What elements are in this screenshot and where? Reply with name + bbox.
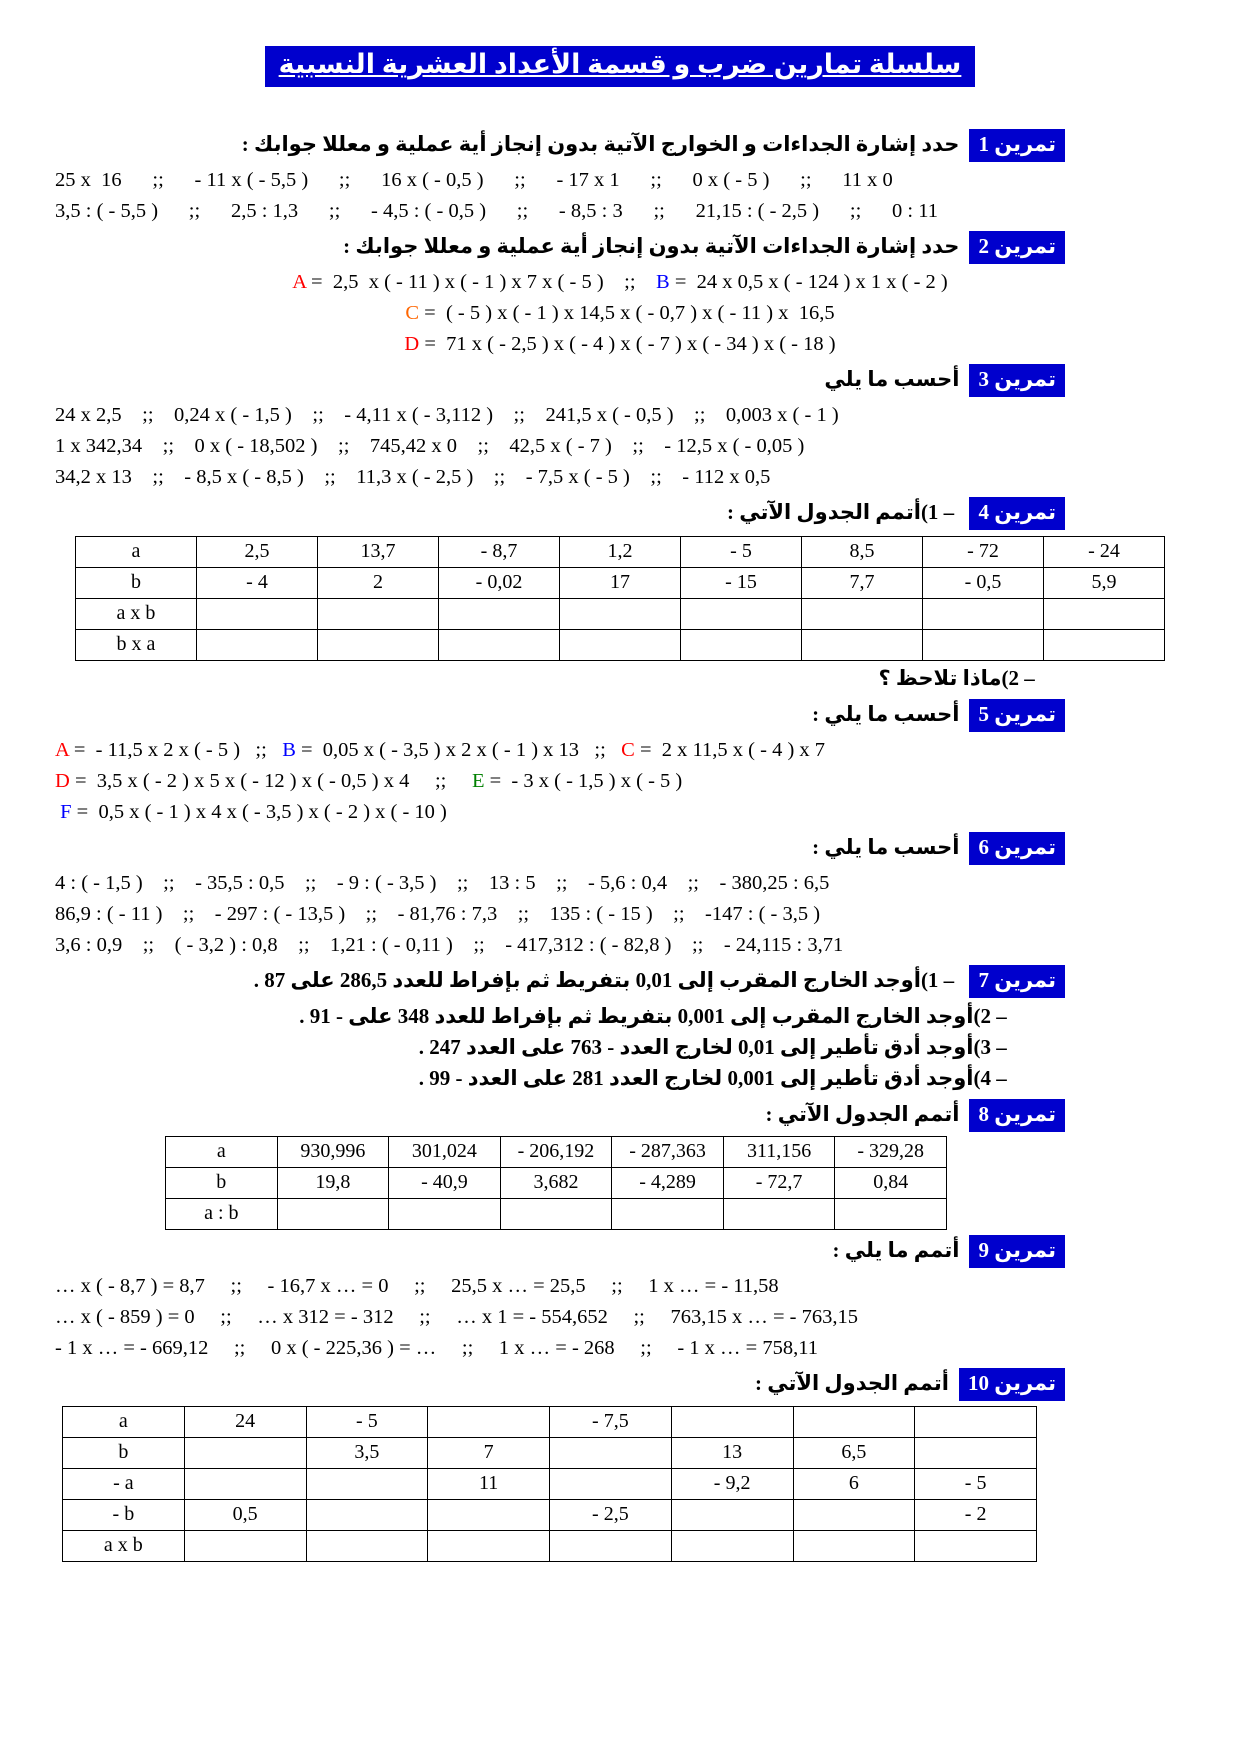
expression: = 3,5 x ( - 2 ) x 5 x ( - 12 ) x ( - 0,5 ) x 4 ;; [69, 769, 472, 792]
exercise-7-item-2 [0, 1001, 1240, 1032]
exercise-10-table [62, 1406, 1037, 1562]
value-cell [923, 598, 1044, 629]
exercise-5-label: تمرين 5 [969, 699, 1065, 732]
exercise-4-header [0, 497, 1240, 530]
row-header-cell: b [166, 1167, 278, 1198]
exercise-3-label: تمرين 3 [969, 364, 1065, 397]
value-cell: 0,84 [835, 1167, 947, 1198]
value-cell [197, 598, 318, 629]
table-row [76, 536, 1165, 567]
exercise-5-instruction: أحسب ما يلي : [812, 701, 960, 726]
value-cell: 311,156 [723, 1136, 835, 1167]
row-header-cell: - b [63, 1499, 185, 1530]
product-letter-B: B [282, 738, 296, 761]
item-number: (3 – [973, 1034, 1012, 1059]
exercise-7-item-1 [254, 968, 960, 992]
value-cell: 3,682 [500, 1167, 612, 1198]
exercise-3-line-2: 1 x 342,34 ;; 0 x ( - 18,502 ) ;; 745,42 x 0 ;; 42,5 x ( - 7 ) ;; - 12,5 x ( - 0,05 ) [55, 434, 805, 457]
value-cell [439, 598, 560, 629]
value-cell [915, 1406, 1037, 1437]
value-cell: - 7,5 [550, 1406, 672, 1437]
item-text: أوجد الخارج المقرب إلى 0,001 بتفريط ثم بإفراط للعدد 348 على - 91 . [299, 1003, 974, 1028]
exercise-1-instruction: حدد إشارة الجداءات و الخوارج الآتية بدون إنجاز أية عملية و معللا جوابك : [241, 131, 960, 156]
value-cell: - 40,9 [389, 1167, 501, 1198]
value-cell: - 5 [306, 1406, 428, 1437]
value-cell [500, 1198, 612, 1229]
item-number: (1 – [920, 967, 960, 992]
table-row [63, 1499, 1037, 1530]
exercise-6-line-3: 3,6 : 0,9 ;; ( - 3,2 ) : 0,8 ;; 1,21 : ( - 0,11 ) ;; - 417,312 : ( - 82,8 ) ;; - 24,115 : 3,71 [55, 933, 844, 956]
row-header-cell: a [63, 1406, 185, 1437]
exercise-3-header [0, 364, 1240, 397]
value-cell: 3,5 [306, 1437, 428, 1468]
value-cell: 7,7 [802, 567, 923, 598]
expression: = 71 x ( - 2,5 ) x ( - 4 ) x ( - 7 ) x ( - 34 ) x ( - 18 ) [419, 332, 836, 355]
table-row [166, 1136, 947, 1167]
value-cell [550, 1530, 672, 1561]
row-header-cell: a [76, 536, 197, 567]
value-cell [318, 629, 439, 660]
value-cell [277, 1198, 389, 1229]
value-cell [197, 629, 318, 660]
product-letter-D: D [404, 332, 420, 355]
exercise-5-header [0, 699, 1240, 732]
value-cell [681, 629, 802, 660]
expression: = 0,5 x ( - 1 ) x 4 x ( - 3,5 ) x ( - 2 ) x ( - 10 ) [71, 800, 447, 823]
value-cell [793, 1530, 915, 1561]
exercise-2-instruction: حدد إشارة الجداءات الآتية بدون إنجاز أية عملية و معللا جوابك : [343, 233, 960, 258]
row-header-cell: a : b [166, 1198, 278, 1229]
exercise-2-line-AB [0, 267, 1240, 297]
value-cell [439, 629, 560, 660]
exercise-2-line-D [0, 329, 1240, 359]
expression: = ( - 5 ) x ( - 1 ) x 14,5 x ( - 0,7 ) x ( - 11 ) x 16,5 [419, 301, 835, 324]
exercise-2-header [0, 231, 1240, 264]
exercise-10-header [0, 1368, 1240, 1401]
value-cell [306, 1530, 428, 1561]
expression: = 0,05 x ( - 3,5 ) x 2 x ( - 1 ) x 13 ;; [295, 738, 622, 761]
exercise-7-header [0, 965, 1240, 998]
value-cell: - 287,363 [612, 1136, 724, 1167]
product-letter-E: E [471, 769, 485, 792]
value-cell: 8,5 [802, 536, 923, 567]
exercise-6-line-2: 86,9 : ( - 11 ) ;; - 297 : ( - 13,5 ) ;; - 81,76 : 7,3 ;; 135 : ( - 15 ) ;; -147 : ( - 3,5 ) [55, 902, 821, 925]
exercise-5-line-1 [55, 735, 1210, 765]
exercise-5-line-2 [55, 766, 1210, 796]
row-header-cell: b x a [76, 629, 197, 660]
exercise-9-label: تمرين 9 [969, 1235, 1065, 1268]
exercise-9-line-1: … x ( - 8,7 ) = 8,7 ;; - 16,7 x … = 0 ;; 25,5 x … = 25,5 ;; 1 x … = - 11,58 [55, 1274, 779, 1297]
value-cell: 7 [428, 1437, 550, 1468]
value-cell [184, 1530, 306, 1561]
value-cell: - 15 [681, 567, 802, 598]
value-cell: 19,8 [277, 1167, 389, 1198]
value-cell [560, 598, 681, 629]
row-header-cell: a [166, 1136, 278, 1167]
value-cell: - 72 [923, 536, 1044, 567]
expression: = 2,5 x ( - 11 ) x ( - 1 ) x 7 x ( - 5 ) ;; [305, 270, 657, 293]
row-header-cell: a x b [63, 1530, 185, 1561]
exercise-9-line-3: - 1 x … = - 669,12 ;; 0 x ( - 225,36 ) = … ;; 1 x … = - 268 ;; - 1 x … = 758,11 [55, 1336, 818, 1359]
value-cell: 2 [318, 567, 439, 598]
row-header-cell: b [76, 567, 197, 598]
exercise-3-line-1: 24 x 2,5 ;; 0,24 x ( - 1,5 ) ;; - 4,11 x ( - 3,112 ) ;; 241,5 x ( - 0,5 ) ;; 0,003 x ( - 1 ) [55, 403, 839, 426]
table-row [63, 1468, 1037, 1499]
value-cell [681, 598, 802, 629]
exercise-9-line-2: … x ( - 859 ) = 0 ;; … x 312 = - 312 ;; … x 1 = - 554,652 ;; 763,15 x … = - 763,15 [55, 1305, 859, 1328]
value-cell: 1,2 [560, 536, 681, 567]
value-cell: - 2 [915, 1499, 1037, 1530]
value-cell: - 329,28 [835, 1136, 947, 1167]
value-cell [802, 598, 923, 629]
value-cell: - 8,7 [439, 536, 560, 567]
row-header-cell: - a [63, 1468, 185, 1499]
value-cell: 13,7 [318, 536, 439, 567]
value-cell [915, 1437, 1037, 1468]
item-number: (4 – [973, 1065, 1012, 1090]
value-cell: 930,996 [277, 1136, 389, 1167]
exercise-10-instruction: أتمم الجدول الآتي : [754, 1370, 949, 1395]
table-row [166, 1167, 947, 1198]
exercise-7-label: تمرين 7 [969, 965, 1065, 998]
exercise-1-line-2: 3,5 : ( - 5,5 ) ;; 2,5 : 1,3 ;; - 4,5 : ( - 0,5 ) ;; - 8,5 : 3 ;; 21,15 : ( - 2,5 ) ;; 0 : 11 [55, 199, 938, 222]
product-letter-B: B [656, 270, 670, 293]
value-cell [915, 1530, 1037, 1561]
value-cell [1044, 629, 1165, 660]
value-cell [1044, 598, 1165, 629]
value-cell: 301,024 [389, 1136, 501, 1167]
item-text: أوجد أدق تأطير إلى 0,001 لخارج العدد 281 على العدد - 99 . [418, 1065, 974, 1090]
table-row [166, 1198, 947, 1229]
expression: = 24 x 0,5 x ( - 124 ) x 1 x ( - 2 ) [669, 270, 948, 293]
value-cell: 13 [671, 1437, 793, 1468]
value-cell [835, 1198, 947, 1229]
value-cell: 17 [560, 567, 681, 598]
value-cell [550, 1468, 672, 1499]
expression: = - 3 x ( - 1,5 ) x ( - 5 ) [484, 769, 683, 792]
value-cell: - 0,5 [923, 567, 1044, 598]
exercise-4-instruction [727, 500, 959, 524]
value-cell: - 9,2 [671, 1468, 793, 1499]
table-row [76, 629, 1165, 660]
exercise-10-label: تمرين 10 [959, 1368, 1065, 1401]
value-cell: 5,9 [1044, 567, 1165, 598]
value-cell [793, 1499, 915, 1530]
value-cell [723, 1198, 835, 1229]
exercise-1-line-1: 25 x 16 ;; - 11 x ( - 5,5 ) ;; 16 x ( - 0,5 ) ;; - 17 x 1 ;; 0 x ( - 5 ) ;; 11 x 0 [55, 168, 893, 191]
value-cell: - 0,02 [439, 567, 560, 598]
value-cell: 2,5 [197, 536, 318, 567]
value-cell [428, 1530, 550, 1561]
value-cell [560, 629, 681, 660]
expression: = - 11,5 x 2 x ( - 5 ) ;; [68, 738, 283, 761]
exercise-4-label: تمرين 4 [969, 497, 1065, 530]
value-cell [184, 1468, 306, 1499]
exercise-5-line-3 [55, 797, 1210, 827]
exercise-9-header [0, 1235, 1240, 1268]
exercise-6-label: تمرين 6 [969, 832, 1065, 865]
product-letter-A: A [292, 270, 306, 293]
exercise-3-line-3: 34,2 x 13 ;; - 8,5 x ( - 8,5 ) ;; 11,3 x ( - 2,5 ) ;; - 7,5 x ( - 5 ) ;; - 112 x 0,5 [55, 465, 771, 488]
exercise-8-instruction: أتمم الجدول الآتي : [765, 1101, 960, 1126]
value-cell [612, 1198, 724, 1229]
value-cell [389, 1198, 501, 1229]
title-row [0, 46, 1240, 87]
value-cell: - 206,192 [500, 1136, 612, 1167]
table-row [63, 1530, 1037, 1561]
item-number: (2 – [973, 1003, 1012, 1028]
product-letter-F: F [55, 800, 72, 823]
value-cell [306, 1468, 428, 1499]
exercise-9-instruction: أتمم ما يلي : [832, 1237, 960, 1262]
question-text: ماذا تلاحظ ؟ [878, 665, 1002, 690]
value-cell: 11 [428, 1468, 550, 1499]
row-header-cell: b [63, 1437, 185, 1468]
exercise-2-label: تمرين 2 [969, 231, 1065, 264]
value-cell [793, 1406, 915, 1437]
exercise-4-question-2 [0, 663, 1240, 694]
value-cell: - 5 [915, 1468, 1037, 1499]
table-row [63, 1437, 1037, 1468]
exercise-6-header [0, 832, 1240, 865]
product-letter-C: C [621, 738, 635, 761]
expression: = 2 x 11,5 x ( - 4 ) x 7 [634, 738, 826, 761]
value-cell [550, 1437, 672, 1468]
product-letter-D: D [55, 769, 70, 792]
value-cell [671, 1406, 793, 1437]
value-cell: 6,5 [793, 1437, 915, 1468]
exercise-8-label: تمرين 8 [969, 1099, 1065, 1132]
item-number: (1 – [920, 499, 960, 524]
value-cell [318, 598, 439, 629]
table-row [76, 567, 1165, 598]
exercise-4-table [75, 536, 1165, 661]
exercise-8-table [165, 1136, 947, 1230]
value-cell: - 24 [1044, 536, 1165, 567]
exercise-1-label: تمرين 1 [969, 129, 1065, 162]
value-cell: - 72,7 [723, 1167, 835, 1198]
value-cell: - 4 [197, 567, 318, 598]
exercise-1-header [0, 129, 1240, 162]
table-row [76, 598, 1165, 629]
value-cell [802, 629, 923, 660]
row-header-cell: a x b [76, 598, 197, 629]
item-text: أوجد الخارج المقرب إلى 0,01 بتفريط ثم بإفراط للعدد 286,5 على 87 . [253, 967, 921, 992]
value-cell: - 2,5 [550, 1499, 672, 1530]
exercise-3-instruction: أحسب ما يلي [824, 366, 960, 391]
value-cell [923, 629, 1044, 660]
item-number: (2 – [1001, 665, 1040, 690]
page-title: سلسلة تمارين ضرب و قسمة الأعداد العشرية النسبية [265, 46, 976, 87]
exercise-6-line-1: 4 : ( - 1,5 ) ;; - 35,5 : 0,5 ;; - 9 : ( - 3,5 ) ;; 13 : 5 ;; - 5,6 : 0,4 ;; - 380,25 : 6,5 [55, 871, 830, 894]
value-cell: 0,5 [184, 1499, 306, 1530]
instruction-text: أتمم الجدول الآتي : [726, 499, 921, 524]
item-text: أوجد أدق تأطير إلى 0,01 لخارج العدد - 763 على العدد 247 . [418, 1034, 974, 1059]
product-letter-A: A [55, 738, 69, 761]
table-row [63, 1406, 1037, 1437]
value-cell: - 4,289 [612, 1167, 724, 1198]
value-cell [671, 1499, 793, 1530]
value-cell: 24 [184, 1406, 306, 1437]
value-cell: 6 [793, 1468, 915, 1499]
value-cell [428, 1499, 550, 1530]
value-cell [184, 1437, 306, 1468]
exercise-6-instruction: أحسب ما يلي : [812, 834, 960, 859]
product-letter-C: C [405, 301, 420, 324]
value-cell [428, 1406, 550, 1437]
value-cell [671, 1530, 793, 1561]
exercise-7-item-3 [0, 1032, 1240, 1063]
exercise-7-item-4 [0, 1063, 1240, 1094]
value-cell [306, 1499, 428, 1530]
exercise-8-header [0, 1099, 1240, 1132]
exercise-2-line-C [0, 298, 1240, 328]
value-cell: - 5 [681, 536, 802, 567]
